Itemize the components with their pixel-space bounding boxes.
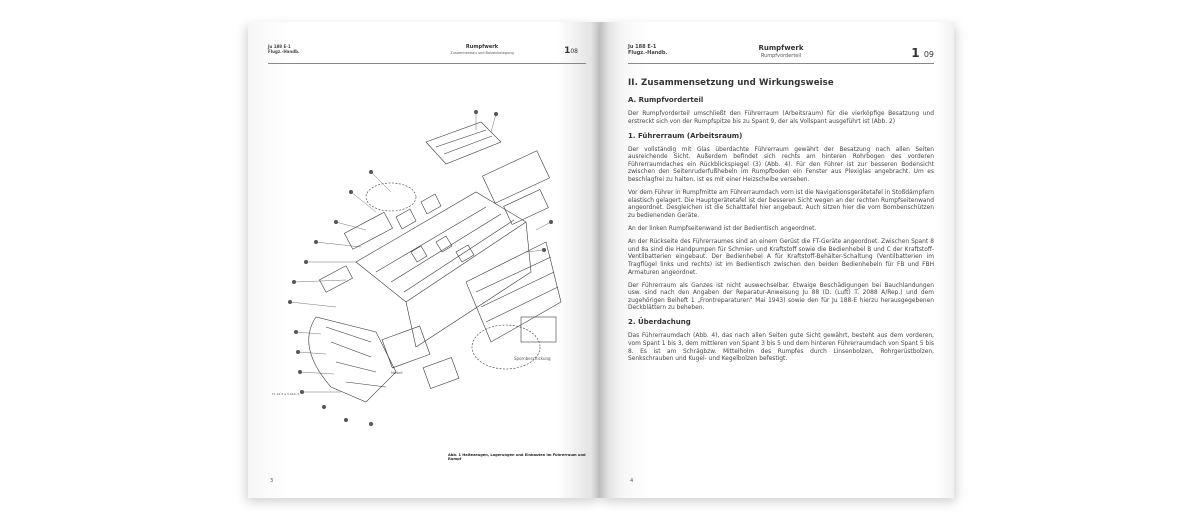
right-header-rule xyxy=(628,63,934,64)
left-header-rule xyxy=(268,63,586,64)
paragraph-3: An der linken Rumpfseitenwand ist der Bedientisch angeordnet. xyxy=(628,226,817,233)
figure-label-spornbeschickung: Spornbeschickung xyxy=(514,356,551,361)
left-page-number-minor: 08 xyxy=(570,48,578,55)
figure-label-modell: Modell xyxy=(391,371,403,375)
right-header-title: Rumpfwerk xyxy=(758,44,804,52)
left-header-code xyxy=(268,44,299,54)
paragraph-1: Der vollständig mit Glas überdachte Führerraum gewährt der Besatzung nach allen Seiten ausreichende Sicht. Außerdem befindet sich rechts am hinteren Rohrbogen des vorderen Führerraumdaches ein Rückblickspiegel (3) (Abb. 4). Für den Führer ist zur besseren Bodensicht zwischen den Seitenruderfußhebeln im Rumpfboden ein Fenster aus Plexiglas angebracht. Um es beschlagfrei zu halten, ist es mit einer Heizscheibe versehen. xyxy=(628,146,934,184)
right-page xyxy=(600,22,954,498)
right-page-number-major: 1 xyxy=(911,46,920,60)
open-book xyxy=(248,22,954,502)
section-title: II. Zusammensetzung und Wirkungsweise xyxy=(628,78,834,88)
paragraph-4: An der Rückseite des Führerraumes sind an einem Gerüst die FT-Geräte angeordnet. Zwischen Spant 8 und 8a sind die Handpumpen für Schmier- und Kraftstoff sowie die Bedienhebel B und C der Kraftstoff-Ventilbatterien eingebaut. Der Bedienhebel A für Kraftstoff-Behälter-Schaltung (Ventilbatterien im Tragflügel links und rechts) ist im Bedientisch zwischen den beiden Bedienhebeln für FB und FBH Armaturen angeordnet. xyxy=(628,239,934,276)
left-side-note: TL 12 3 a 3 Abb. 5 xyxy=(272,392,300,396)
right-page-body xyxy=(628,78,934,369)
heading-fuehrerraum: 1. Führerraum (Arbeitsraum) xyxy=(628,131,743,140)
left-header-code-line1: Ju 188 E-1 xyxy=(268,44,291,49)
right-page-number-minor: 09 xyxy=(923,50,934,59)
left-page-number-major: 1 xyxy=(564,46,571,56)
right-header-page-number xyxy=(911,46,934,60)
left-header-code-line2: Flugz.-Handb. xyxy=(268,49,300,54)
left-header-page-number xyxy=(564,46,578,56)
left-header-subtitle: Zusammenbau und Bolzenbelegung xyxy=(450,51,514,55)
figure-caption: Abb. 1 Haltezeugen, Lagerungen und Einbauten im Führerraum und Rumpf xyxy=(448,453,586,461)
right-header-subtitle: Rumpfvorderteil xyxy=(760,53,802,59)
intro-paragraph: Der Rumpfvorderteil umschließt den Führerraum (Arbeitsraum) für die vierköpfige Besatzung und erstreckt sich von der Rumpfspitze bis zu Spant 9, der als Vollspant ausgeführt ist (Abb. 2) xyxy=(628,111,934,125)
subsection-a-heading: A. Rumpfvorderteil xyxy=(628,96,704,104)
right-header-code-line2: Flugz.-Handb. xyxy=(628,50,668,56)
heading-ueberdachung: 2. Überdachung xyxy=(628,318,691,327)
left-header-title: Rumpfwerk xyxy=(465,44,499,50)
exploded-fuselage-drawing xyxy=(276,102,576,442)
paragraph-2: Vor dem Führer in Rumpfmitte am Führerraumdach vorn ist die Navigationsgerätetafel in Stoßdämpfern elastisch gelagert. Die Hauptgerätetafel ist der besseren Sicht wegen an der rechten Rumpfseitenwand angeordnet. Desgleichen ist die Schalttafel hier angebaut. Auch sitzen hier die vom Bombenschützen zu bedienenden Geräte. xyxy=(628,190,934,219)
right-folio: 4 xyxy=(630,478,634,484)
right-page-header xyxy=(628,44,934,62)
left-page xyxy=(248,22,600,498)
book-gutter xyxy=(591,22,609,498)
left-page-header xyxy=(268,44,586,62)
right-header-code-line1: Ju 188 E-1 xyxy=(628,44,657,50)
paragraph-6: Das Führerraumdach (Abb. 4), das nach allen Seiten gute Sicht gewährt, besteht aus dem vorderen, vom Spant 1 bis 3, dem mittleren von Spant 3 bis 5 und dem hinteren Führerraumdach von Spant 5 bis 8. Es ist am Schrägbzw. Mittelholm des Rumpfes durch Linsenbolzen, Rohrgerüstbolzen, Senkschrauben und Kugel- und Kegelbolzen befestigt. xyxy=(628,333,934,363)
left-folio: 3 xyxy=(270,478,274,484)
paragraph-5: Der Führerraum als Ganzes ist nicht auswechselbar. Etwaige Beschädigungen bei Bauchlandungen usw. sind nach den Angaben der Reparatur-Anweisung Ju 88 (D. (Luft) T. 2088 A/Rep.) und dem zugehörigen Beiheft 1 „Frontreparaturen“ Mai 1943) sowie den für Ju 188-E hierzu herausgegebenen Deckblättern zu beheben. xyxy=(628,282,934,312)
